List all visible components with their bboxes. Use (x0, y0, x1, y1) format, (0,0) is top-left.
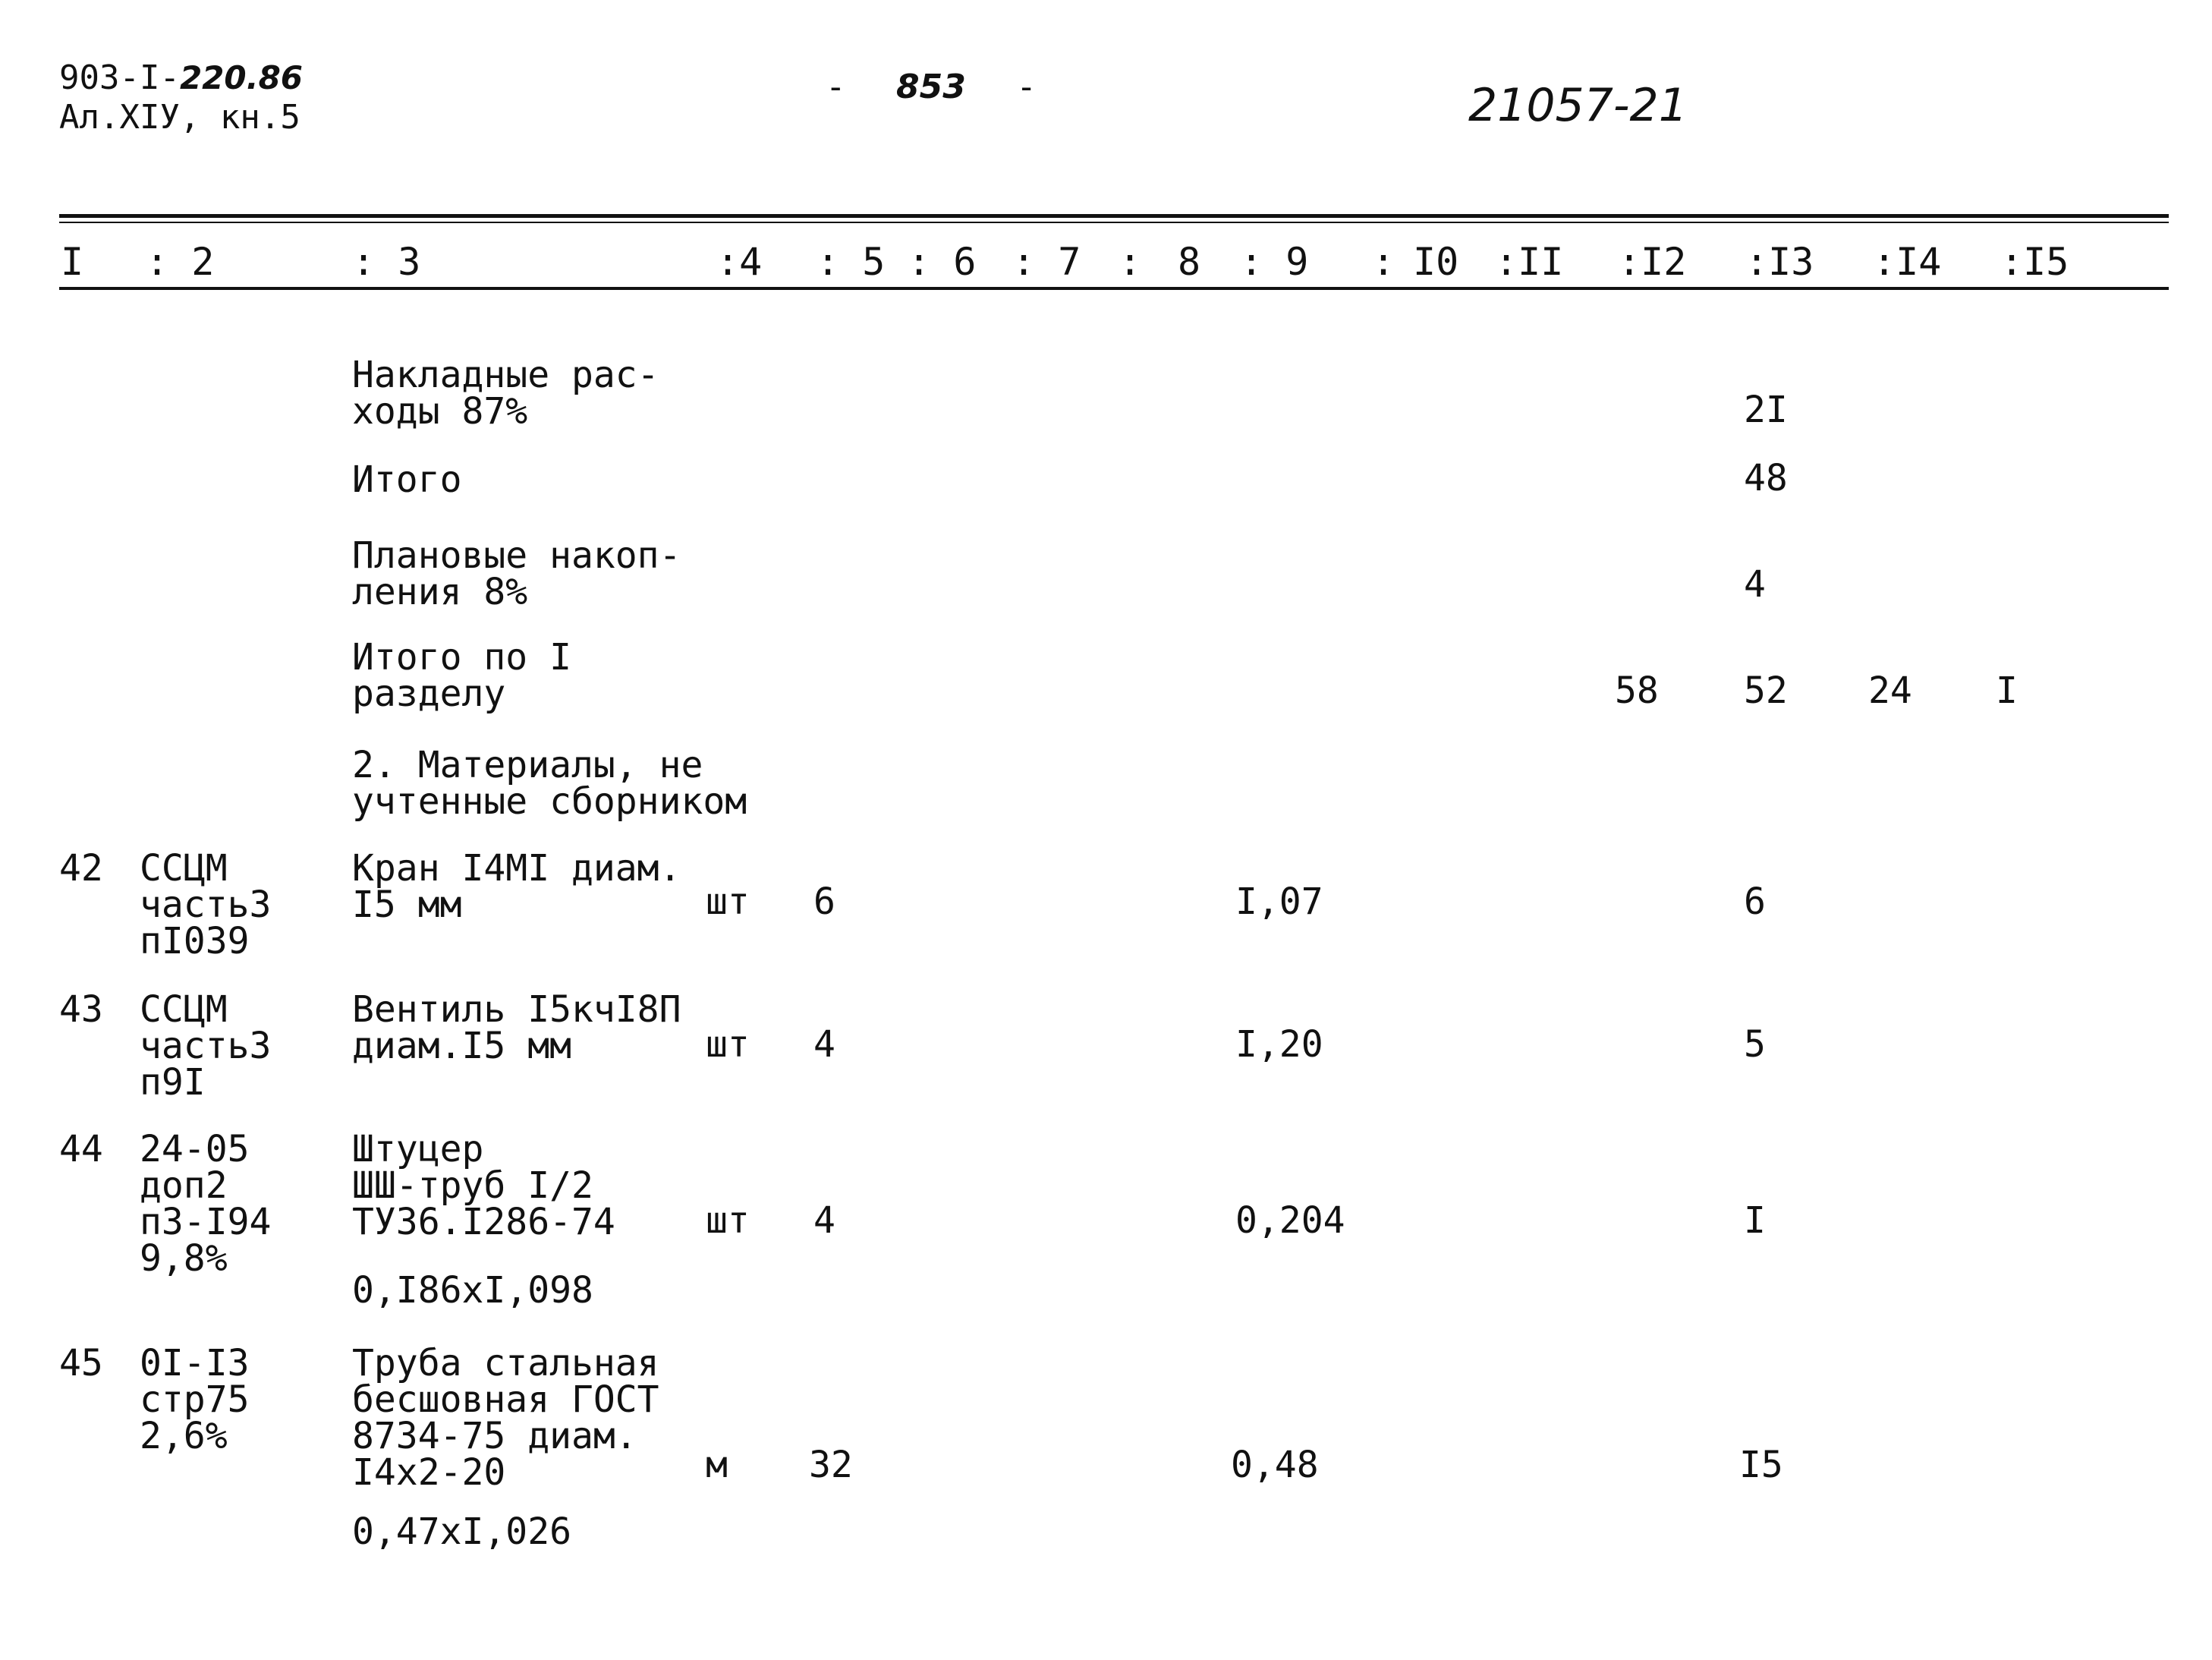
table-row-cell-col9: 0,204 (1235, 1199, 1345, 1242)
table-row-cell-description: Итого (352, 458, 462, 501)
document-number: 21057-21 (1468, 79, 1688, 132)
page-dash-right: - (1016, 68, 1037, 106)
column-header-underline (59, 287, 2169, 290)
table-row-cell-reference: ССЦМ часть3 пI039 (140, 847, 272, 962)
table-row-cell-col13: 48 (1744, 457, 1788, 499)
table-row-cell-col13: 6 (1744, 880, 1766, 923)
table-row-cell-description: Штуцер ШШ-труб I/2 ТУ36.I286-74 (352, 1128, 615, 1243)
table-row-cell-quantity: 4 (813, 1199, 835, 1242)
table-row-cell-unit: шт (706, 880, 750, 923)
document-code-handwritten: 220.86 (179, 59, 304, 96)
column-header-sep-8: : (1119, 240, 1142, 284)
table-row-cell-col9: I,07 (1235, 880, 1323, 923)
table-row-cell-col13: I (1744, 1199, 1766, 1242)
table-row-cell-quantity: 6 (813, 880, 835, 923)
column-header-13: :I3 (1745, 240, 1814, 284)
table-row-cell-col14: 24 (1868, 669, 1912, 712)
column-header-7: : 7 (1012, 240, 1081, 284)
section-heading: 2. Материалы, не учтенные сборником (352, 744, 747, 823)
table-row-cell-reference: ССЦМ часть3 п9I (140, 988, 272, 1104)
page-number-block (826, 70, 1037, 105)
album-reference: Ал.XIУ, кн.5 (59, 98, 300, 137)
table-row-cell-quantity: 4 (813, 1023, 835, 1066)
column-header-2: : 2 (146, 240, 215, 284)
column-header-9: : 9 (1240, 240, 1309, 284)
column-header-11: :II (1495, 240, 1564, 284)
table-row-cell-unit: м (706, 1444, 728, 1486)
table-row-cell-description: Вентиль I5кчI8П диам.I5 мм (352, 988, 681, 1067)
table-row-cell-col13: I5 (1739, 1444, 1783, 1486)
table-row-cell-quantity: 32 (809, 1444, 853, 1486)
table-row-cell-col12: 58 (1615, 669, 1659, 712)
table-row-note: 0,47xI,026 (352, 1510, 571, 1553)
column-header-4: :4 (716, 240, 763, 284)
document-code-prefix: 903-I- (59, 58, 180, 97)
column-header-5: : 5 (817, 240, 886, 284)
table-row-note: 0,I86xI,098 (352, 1269, 593, 1312)
column-header-3: : 3 (352, 240, 421, 284)
table-row-cell-description: Итого по I разделу (352, 636, 571, 715)
page-number: 853 (896, 68, 966, 106)
table-row-cell-unit: шт (706, 1199, 750, 1242)
table-row-cell-col13: 52 (1744, 669, 1788, 712)
table-row-cell-description: Плановые накоп- ления 8% (352, 534, 681, 613)
column-header-1: I (61, 240, 84, 284)
table-row-cell-description: Труба стальная бесшовная ГОСТ 8734-75 диам. I4x2-20 (352, 1342, 659, 1494)
table-row-cell-number: 43 (59, 988, 103, 1031)
table-row-cell-number: 42 (59, 847, 103, 890)
table-row-cell-description: Кран I4MI диам. I5 мм (352, 847, 681, 926)
table-row-cell-reference: 24-05 доп2 п3-I94 9,8% (140, 1128, 272, 1280)
table-row-cell-col13: 2I (1744, 389, 1788, 431)
table-row-cell-description: Накладные рас- ходы 87% (352, 354, 659, 433)
table-row-cell-col9: 0,48 (1231, 1444, 1319, 1486)
column-header-6: : 6 (908, 240, 977, 284)
table-row-cell-col15: I (1996, 669, 2018, 712)
table-row-cell-col13: 5 (1744, 1023, 1766, 1066)
table-row-cell-unit: шт (706, 1023, 750, 1066)
top-rule-thin (59, 222, 2169, 223)
document-code (59, 58, 304, 97)
page-dash-left: - (826, 68, 846, 106)
column-header-sep-10: : (1372, 240, 1395, 284)
table-row-cell-col13: 4 (1744, 563, 1766, 606)
column-header-15: :I5 (2000, 240, 2069, 284)
column-header-12: :I2 (1618, 240, 1687, 284)
table-row-cell-number: 45 (59, 1342, 103, 1384)
table-row-cell-reference: 0I-I3 стр75 2,6% (140, 1342, 250, 1457)
column-header-14: :I4 (1873, 240, 1942, 284)
column-header-8: 8 (1178, 240, 1201, 284)
column-header-10: I0 (1413, 240, 1459, 284)
table-row-cell-number: 44 (59, 1128, 103, 1170)
top-rule-thick (59, 214, 2169, 218)
table-row-cell-col9: I,20 (1235, 1023, 1323, 1066)
